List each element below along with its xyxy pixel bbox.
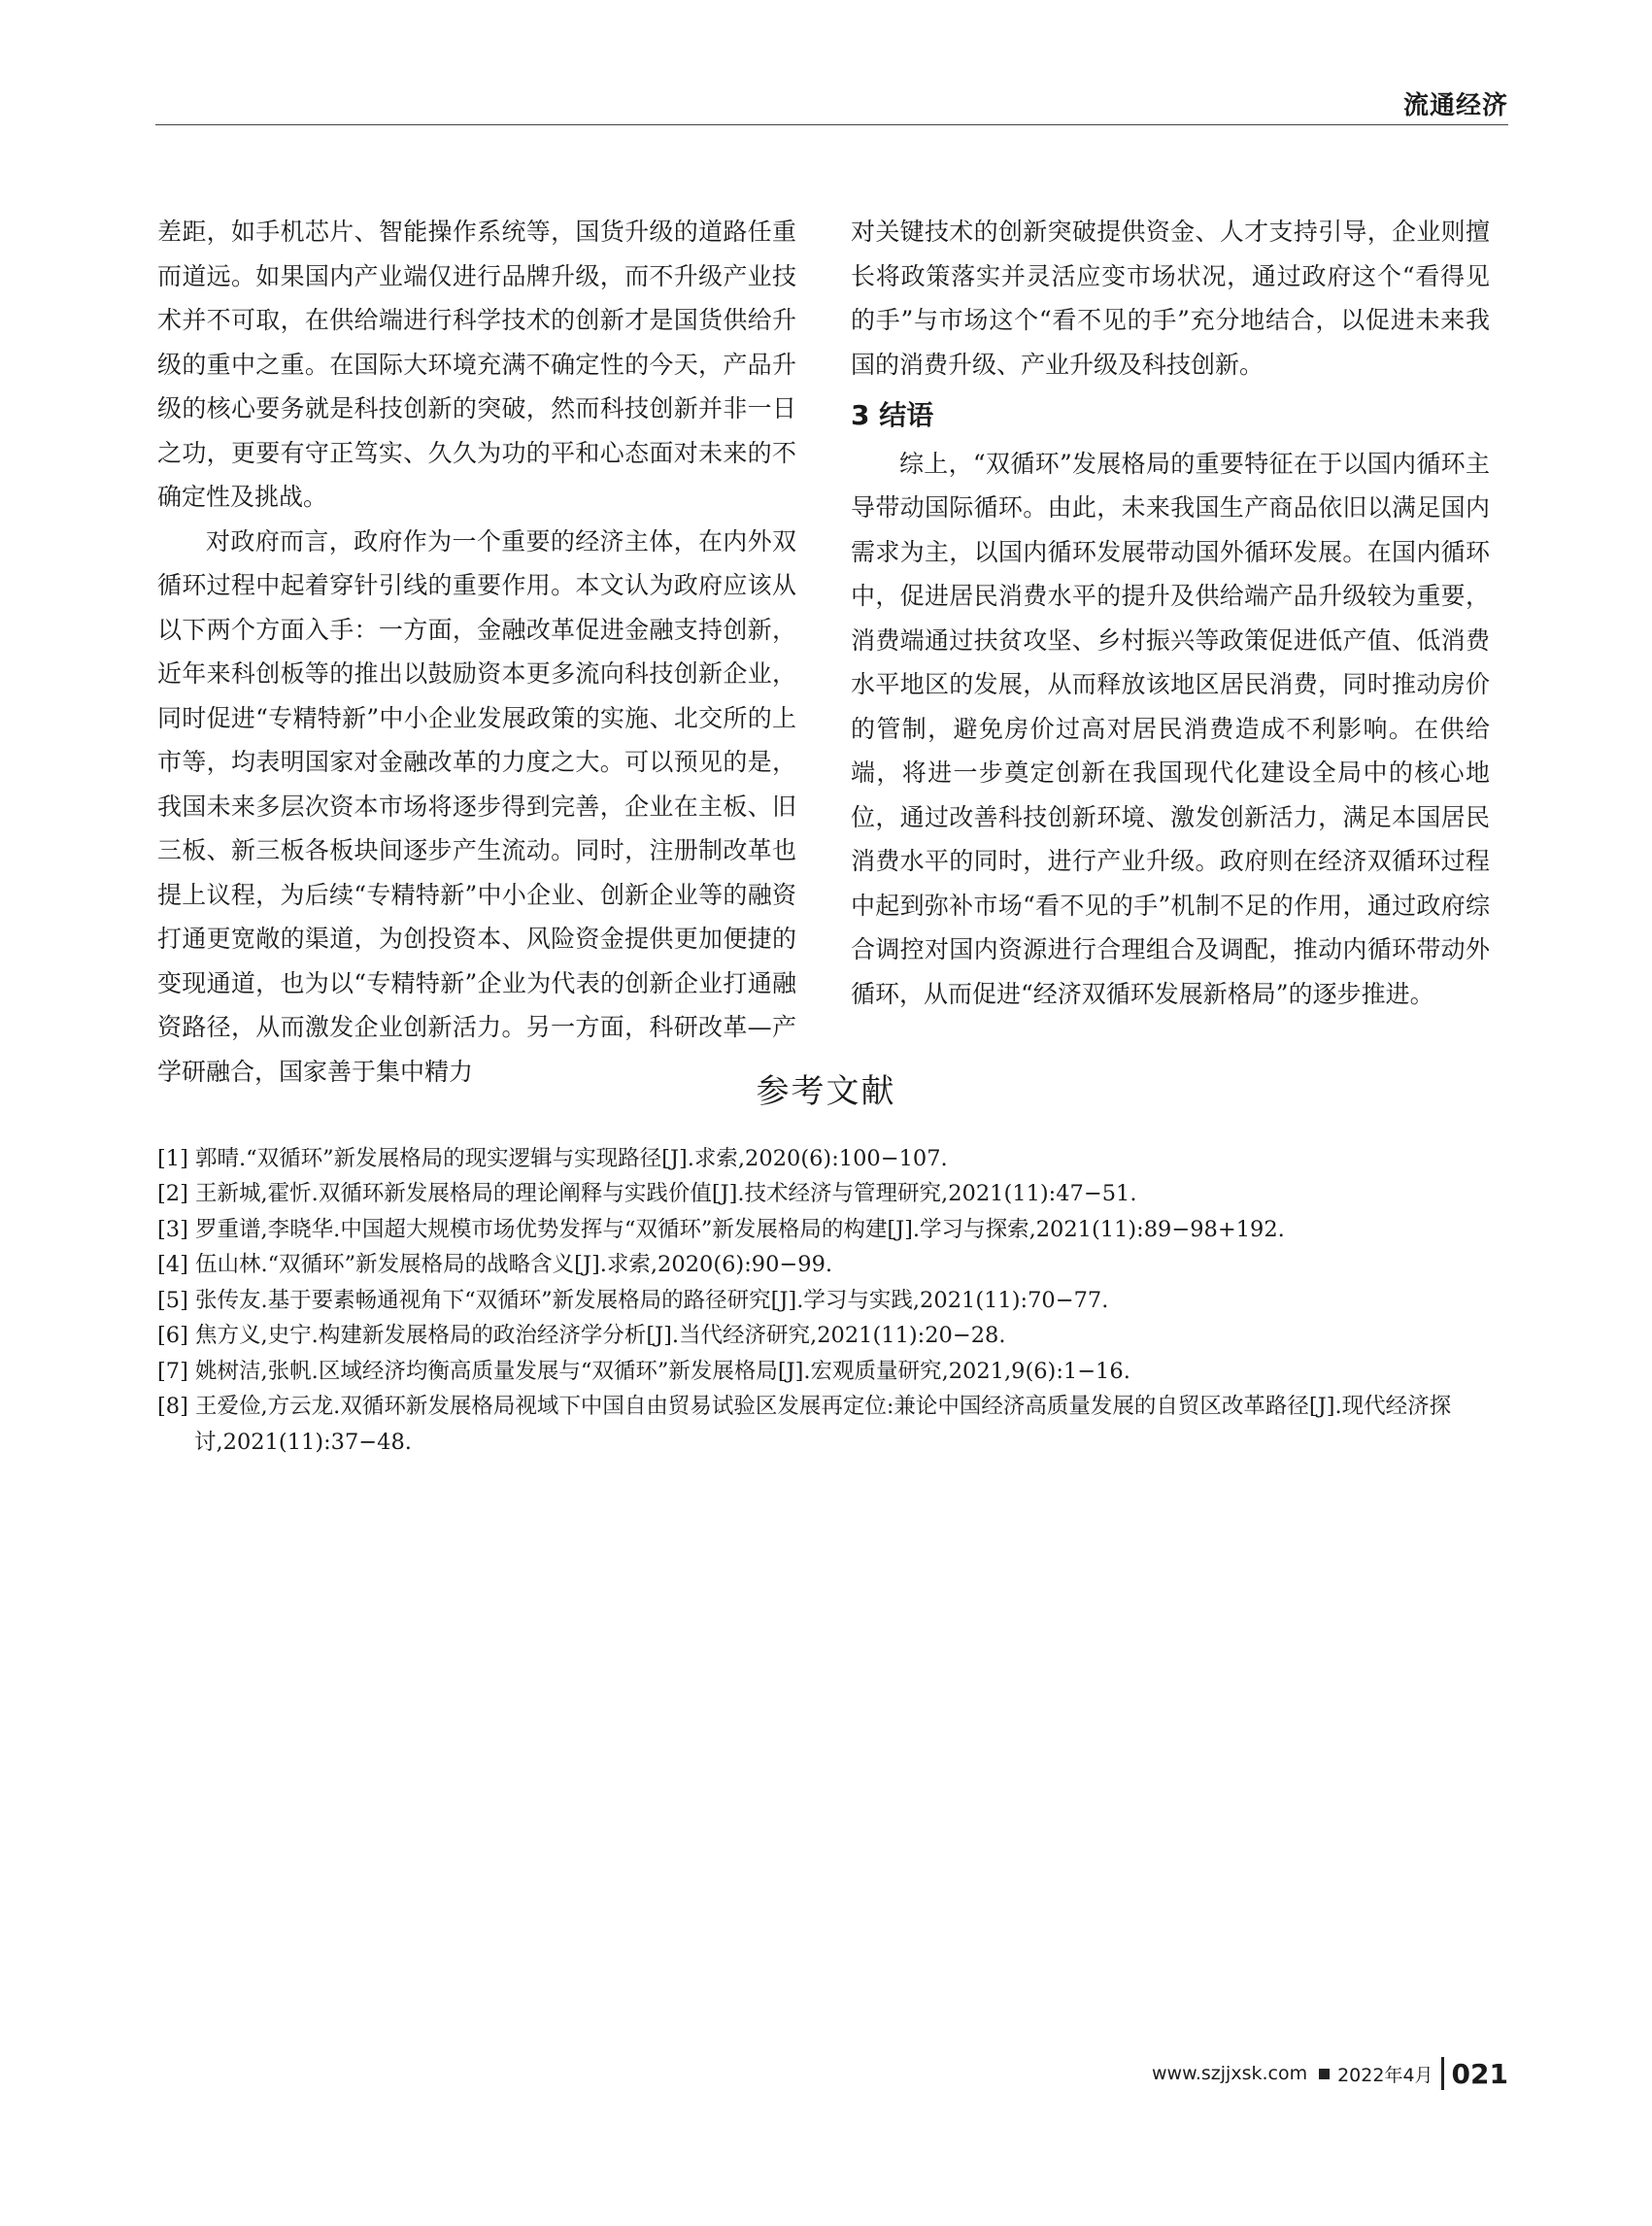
header-divider — [155, 124, 1508, 125]
references-list — [157, 1141, 1498, 1460]
body-paragraph: 对政府而言，政府作为一个重要的经济主体，在内外双循环过程中起着穿针引线的重要作用。本文认为政府应该从以下两个方面入手：一方面，金融改革促进金融支持创新，近年来科创板等的推出以鼓励资本更多流向科技创新企业，同时促进“专精特新”中小企业发展政策的实施、北交所的上市等，均表明国家对金融改革的力度之大。可以预见的是，我国未来多层次资本市场将逐步得到完善，企业在主板、旧三板、新三板各板块间逐步产生流动。同时，注册制改革也提上议程，为后续“专精特新”中小企业、创新企业等的融资打通更宽敞的渠道，为创投资本、风险资金提供更加便捷的变现通道，也为以“专精特新”企业为代表的创新企业打通融资路径，从而激发企业创新活力。另一方面，科研改革—产学研融合，国家善于集中精力 — [157, 526, 796, 1086]
journal-header-title: 流通经济 — [1402, 91, 1508, 120]
reference-item: [4] 伍山林.“双循环”新发展格局的战略含义[J].求索,2020(6):90−99. — [157, 1252, 833, 1278]
body-paragraph: 差距，如手机芯片、智能操作系统等，国货升级的道路任重而道远。如果国内产业端仅进行品牌升级，而不升级产业技术并不可取，在供给端进行科学技术的创新才是国货供给升级的重中之重。在国际大环境充满不确定性的今天，产品升级的核心要务就是科技创新的突破，然而科技创新并非一日之功，更要有守正笃实、久久为功的平和心态面对未来的不确定性及挑战。 — [157, 218, 796, 511]
right-column — [851, 210, 1490, 1016]
body-paragraph: 综上，“双循环”发展格局的重要特征在于以国内循环主导带动国际循环。由此，未来我国生产商品依旧以满足国内需求为主，以国内循环发展带动国外循环发展。在国内循环中，促进居民消费水平的提升及供给端产品升级较为重要，消费端通过扶贫攻坚、乡村振兴等政策促进低产值、低消费水平地区的发展，从而释放该地区居民消费，同时推动房价的管制，避免房价过高对居民消费造成不利影响。在供给端，将进一步奠定创新在我国现代化建设全局中的核心地位，通过改善科技创新环境、激发创新活力，满足本国居民消费水平的同时，进行产业升级。政府则在经济双循环过程中起到弥补市场“看不见的手”机制不足的作用，通过政府综合调控对国内资源进行合理组合及调配，推动内循环带动外循环，从而促进“经济双循环发展新格局”的逐步推进。 — [851, 449, 1490, 1008]
left-column — [157, 210, 796, 1094]
footer-separator — [1441, 2057, 1444, 2090]
references-heading: 参考文献 — [756, 1072, 896, 1111]
reference-item: [7] 姚树洁,张帆.区域经济均衡高质量发展与“双循环”新发展格局[J].宏观质量研究,2021,9(6):1−16. — [157, 1358, 1130, 1384]
reference-item: [6] 焦方义,史宁.构建新发展格局的政治经济学分析[J].当代经济研究,2021(11):20−28. — [157, 1323, 1006, 1349]
reference-item: [1] 郭晴.“双循环”新发展格局的现实逻辑与实现路径[J].求索,2020(6):100−107. — [157, 1146, 948, 1171]
reference-item: [5] 张传友.基于要素畅通视角下“双循环”新发展格局的路径研究[J].学习与实践,2021(11):70−77. — [157, 1287, 1109, 1313]
reference-item: [3] 罗重谱,李晓华.中国超大规模市场优势发挥与“双循环”新发展格局的构建[J].学习与探索,2021(11):89−98+192. — [157, 1216, 1285, 1242]
page-footer — [1152, 2057, 1508, 2090]
reference-item: [2] 王新城,霍忻.双循环新发展格局的理论阐释与实践价值[J].技术经济与管理研究,2021(11):47−51. — [157, 1181, 1137, 1207]
footer-issue-date: 2022年4月 — [1337, 2064, 1433, 2086]
body-paragraph: 对关键技术的创新突破提供资金、人才支持引导，企业则擅长将政策落实并灵活应变市场状况，通过政府这个“看得见的手”与市场这个“看不见的手”充分地结合，以促进未来我国的消费升级、产业升级及科技创新。 — [851, 218, 1490, 379]
section-heading: 3 结语 — [851, 399, 934, 431]
reference-item: [8] 王爱俭,方云龙.双循环新发展格局视域下中国自由贸易试验区发展再定位:兼论中国经济高质量发展的自贸区改革路径[J].现代经济探讨,2021(11):37−48. — [157, 1394, 1452, 1455]
footer-website: www.szjjxsk.com — [1151, 2063, 1308, 2084]
square-bullet-icon — [1319, 2069, 1330, 2079]
page-number: 021 — [1451, 2057, 1508, 2090]
